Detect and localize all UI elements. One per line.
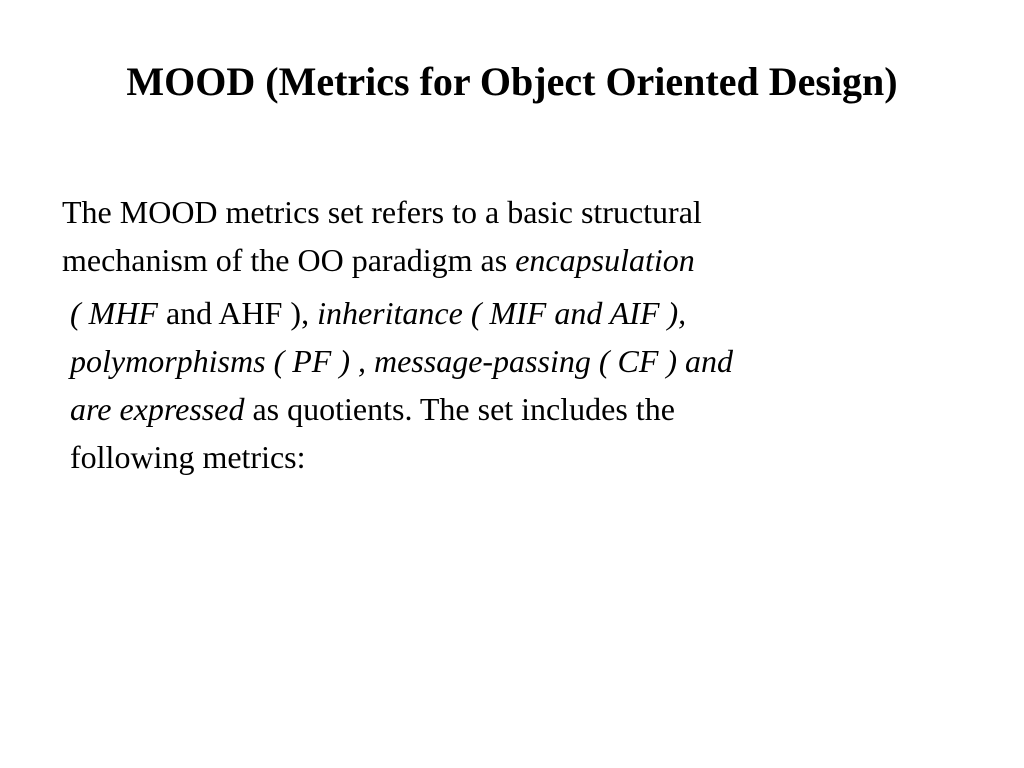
intro-line-1: The MOOD metrics set refers to a basic structural [62,194,702,230]
expressed-term: are expressed [70,391,245,427]
ahf-text: and AHF ), [157,295,318,331]
metrics-line-1 [70,289,962,337]
metrics-line-2 [70,337,962,385]
intro-line-2 [62,236,962,284]
inheritance-term: inheritance ( MIF and AIF ), [317,295,687,331]
intro-line-2-text: mechanism of the OO paradigm as [62,242,516,278]
metrics-line-3 [70,385,962,433]
mhf-term: ( MHF [70,295,158,331]
encapsulation-term: encapsulation [515,242,695,278]
quotients-text: as quotients. The set includes the [244,391,675,427]
metrics-line-4: following metrics: [70,439,306,475]
polymorphism-term: polymorphisms ( PF ) , message-passing ( CF ) and [70,343,734,379]
paragraph-intro [62,188,962,284]
slide-title: MOOD (Metrics for Object Oriented Design) [126,59,898,104]
slide-body [62,188,962,481]
paragraph-metrics [62,289,962,481]
